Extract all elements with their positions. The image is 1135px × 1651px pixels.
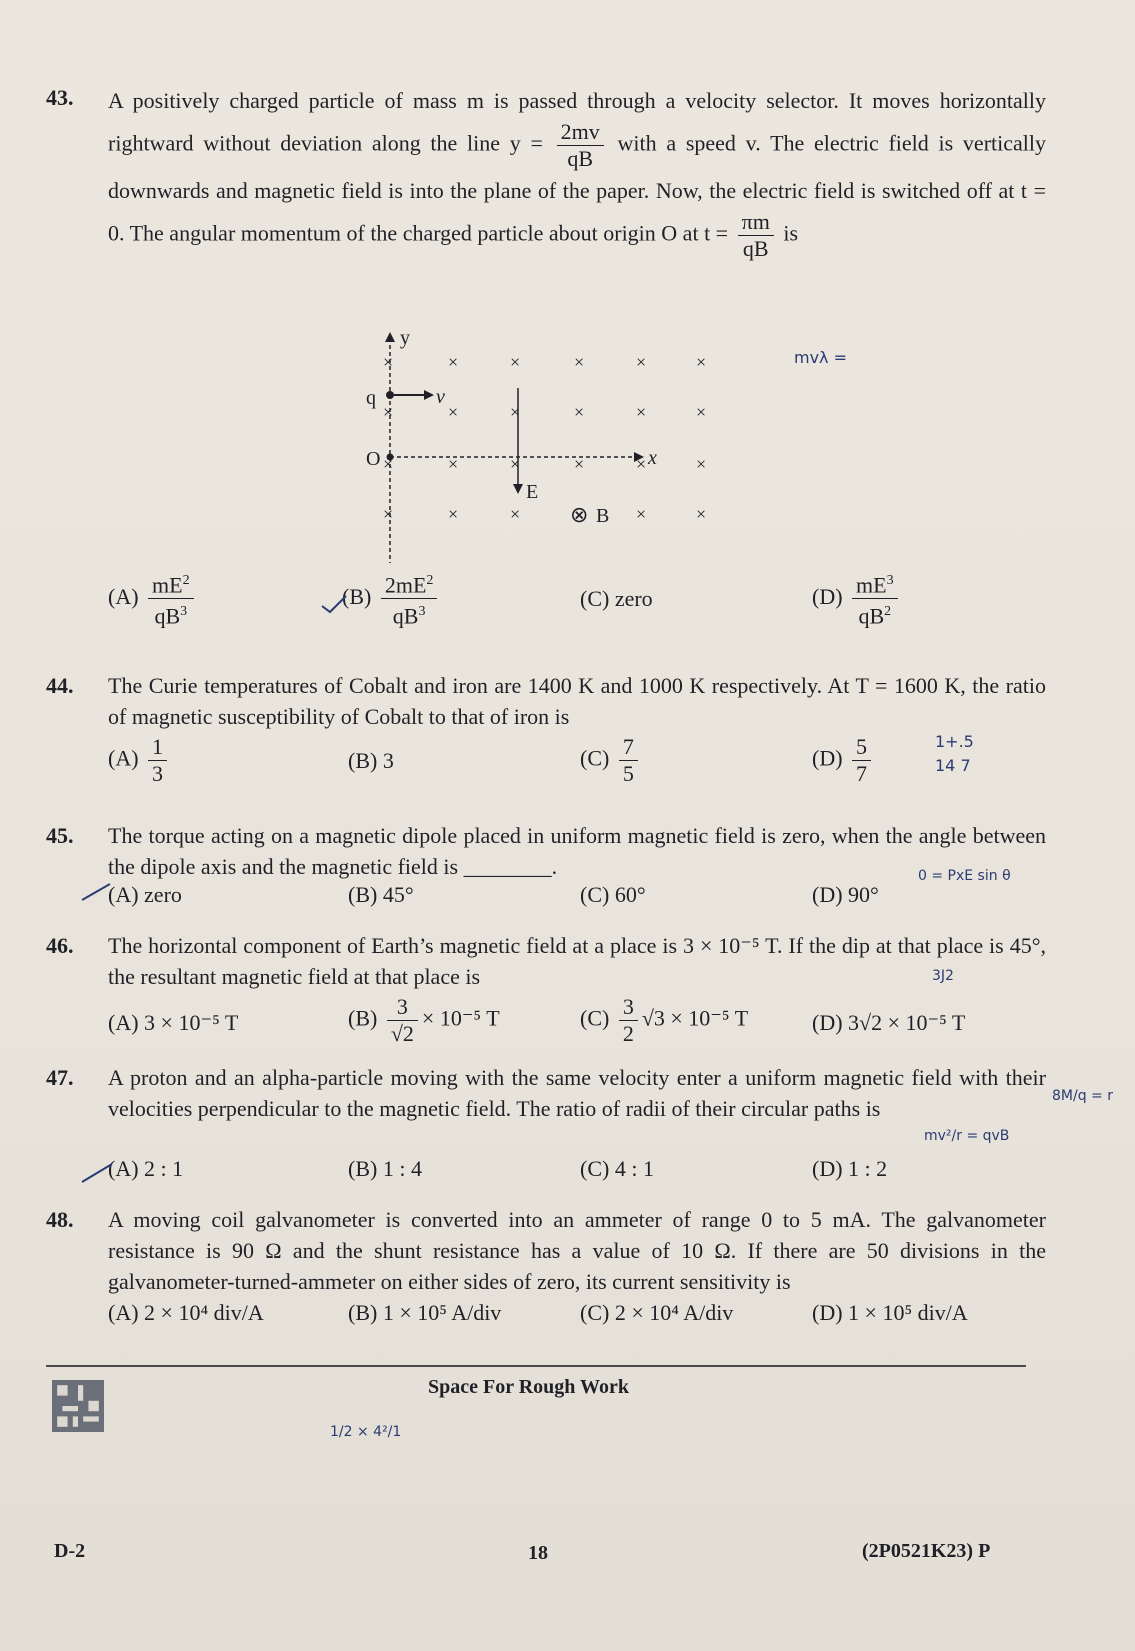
question-text: A moving coil galvanometer is converted into an ammeter of range 0 to 5 mA. The galvanometer resistance is 90 Ω and the shunt resistance has a value of 10 Ω. If there are 50 divisions in the galvanometer-turned-ammeter on either sides of zero, its current sensitivity is [108, 1207, 1046, 1294]
qr-code-icon [52, 1380, 104, 1432]
svg-text:×: × [636, 454, 647, 474]
svg-text:×: × [696, 352, 707, 372]
option-a[interactable]: (A) $\frac{mE^2}{qB^3}$ [108, 568, 198, 630]
svg-text:×: × [696, 504, 707, 524]
paper-code-left: D-2 [54, 1540, 86, 1562]
question-number: 47. [46, 1065, 74, 1090]
question-45 [46, 820, 1046, 882]
origin-label: O [366, 448, 381, 470]
option-b[interactable]: (B) 1 : 4 [348, 1156, 422, 1181]
option-d[interactable]: (D) $\frac{mE^3}{qB^2}$ [812, 568, 902, 630]
option-c[interactable]: (C) zero [580, 586, 653, 611]
question-44 [46, 670, 1046, 732]
option-c[interactable]: (C) 2 × 10⁴ A/div [580, 1300, 734, 1325]
option-b[interactable]: (B) 3 [348, 748, 394, 773]
option-d[interactable]: (D) 90° [812, 882, 879, 907]
question-text: with a speed v. The electric field is vertically downwards and magnetic field is into the plane of the paper. Now, the electric field is switched off at t = 0. The angular momentum of the charged particle about origin O at t = [108, 130, 1046, 246]
question-47 [46, 1062, 1046, 1124]
question-46 [46, 930, 1046, 992]
question-text: A positively charged particle of mass m is passed through a velocity selector. It moves horizontally rightward without deviation along the line y = [108, 88, 1046, 156]
svg-text:×: × [636, 402, 647, 422]
question-number: 45. [46, 823, 74, 848]
option-b[interactable]: (B) $\frac{3}{√2}$ × 10⁻⁵ T [348, 994, 500, 1046]
b-field-symbol: ⊗ [570, 502, 589, 527]
field-diagram [330, 328, 730, 573]
svg-text:×: × [510, 454, 521, 474]
handwritten-note: 14 7 [935, 756, 971, 775]
question-text: The torque acting on a magnetic dipole placed in uniform magnetic field is zero, when the angle between the dipole axis and the magnetic field is ________. [108, 823, 1046, 879]
question-number: 43. [46, 85, 74, 110]
fraction: $\frac{2mv}{qB}$ [557, 119, 604, 172]
fraction: $\frac{\pi m}{qB}$ [738, 209, 774, 262]
option-c[interactable]: (C) 4 : 1 [580, 1156, 654, 1181]
page-number: 18 [528, 1542, 548, 1564]
svg-text:×: × [510, 352, 521, 372]
option-b[interactable]: (B) 1 × 10⁵ A/div [348, 1300, 502, 1325]
rough-work-heading: Space For Rough Work [428, 1376, 629, 1398]
x-axis-label: x [648, 447, 657, 469]
handwritten-note: 8M/q = r [1052, 1088, 1113, 1104]
y-axis-label: y [400, 328, 410, 349]
handwritten-note: 3J2 [932, 968, 954, 984]
svg-text:×: × [510, 402, 521, 422]
svg-text:×: × [636, 352, 647, 372]
handwritten-note: 1/2 × 4²/1 [330, 1424, 402, 1440]
question-48 [46, 1204, 1046, 1297]
option-c[interactable]: (C) $\frac{3}{2}$ √3 × 10⁻⁵ T [580, 994, 749, 1046]
svg-text:×: × [383, 504, 394, 524]
svg-text:×: × [448, 352, 459, 372]
option-d[interactable]: (D) $\frac{5}{7}$ [812, 734, 875, 787]
divider [46, 1365, 1026, 1367]
question-text: A proton and an alpha-particle moving with the same velocity enter a uniform magnetic field with their velocities perpendicular to the magnetic field. The ratio of radii of their circular paths is [108, 1065, 1046, 1121]
question-text: The horizontal component of Earth’s magnetic field at a place is 3 × 10⁻⁵ T. If the dip at that place is 45°, the resultant magnetic field at that place is [108, 933, 1046, 989]
svg-text:×: × [383, 454, 394, 474]
magnetic-field-label: B [596, 505, 610, 527]
option-a[interactable]: (A) 2 : 1 [108, 1156, 184, 1181]
question-text: is [783, 220, 799, 246]
svg-text:×: × [448, 454, 459, 474]
svg-text:×: × [448, 402, 459, 422]
option-a[interactable]: (A) 2 × 10⁴ div/A [108, 1300, 264, 1325]
svg-text:×: × [574, 402, 585, 422]
option-a[interactable]: (A) zero [108, 882, 182, 907]
check-mark-icon [80, 880, 116, 906]
charge-point [386, 391, 394, 399]
option-b[interactable]: (B) $\frac{2mE^2}{qB^3}$ [342, 568, 441, 630]
check-mark-icon [320, 592, 350, 616]
question-43 [46, 82, 1046, 262]
option-d[interactable]: (D) 1 : 2 [812, 1156, 888, 1181]
question-number: 48. [46, 1207, 74, 1232]
option-d[interactable]: (D) 3√2 × 10⁻⁵ T [812, 1010, 966, 1035]
svg-text:×: × [574, 454, 585, 474]
handwritten-note: mv²/r = qvB [924, 1128, 1010, 1144]
option-a[interactable]: (A) 3 × 10⁻⁵ T [108, 1010, 239, 1035]
svg-text:×: × [510, 504, 521, 524]
question-text: The Curie temperatures of Cobalt and iron are 1400 K and 1000 K respectively. At T = 1600 K, the ratio of magnetic susceptibility of Cobalt to that of iron is [108, 673, 1046, 729]
question-number: 44. [46, 673, 74, 698]
electric-field-label: E [526, 481, 539, 503]
question-number: 46. [46, 933, 74, 958]
handwritten-note: 1+.5 [935, 732, 974, 751]
option-a[interactable]: (A) $\frac{1}{3}$ [108, 734, 171, 787]
option-c[interactable]: (C) 60° [580, 882, 646, 907]
option-d[interactable]: (D) 1 × 10⁵ div/A [812, 1300, 968, 1325]
option-c[interactable]: (C) $\frac{7}{5}$ [580, 734, 642, 787]
svg-text:×: × [696, 454, 707, 474]
svg-text:×: × [448, 504, 459, 524]
charge-label: q [366, 387, 376, 409]
paper-code-right: (2P0521K23) P [862, 1540, 991, 1562]
option-b[interactable]: (B) 45° [348, 882, 414, 907]
svg-text:×: × [696, 402, 707, 422]
svg-text:×: × [383, 402, 394, 422]
svg-text:×: × [574, 352, 585, 372]
svg-text:×: × [636, 504, 647, 524]
check-mark-icon [80, 1160, 116, 1186]
handwritten-note: mvλ = [794, 348, 848, 367]
velocity-label: v [436, 386, 445, 408]
handwritten-note: 0 = PxE sin θ [918, 868, 1011, 884]
svg-text:×: × [383, 352, 394, 372]
